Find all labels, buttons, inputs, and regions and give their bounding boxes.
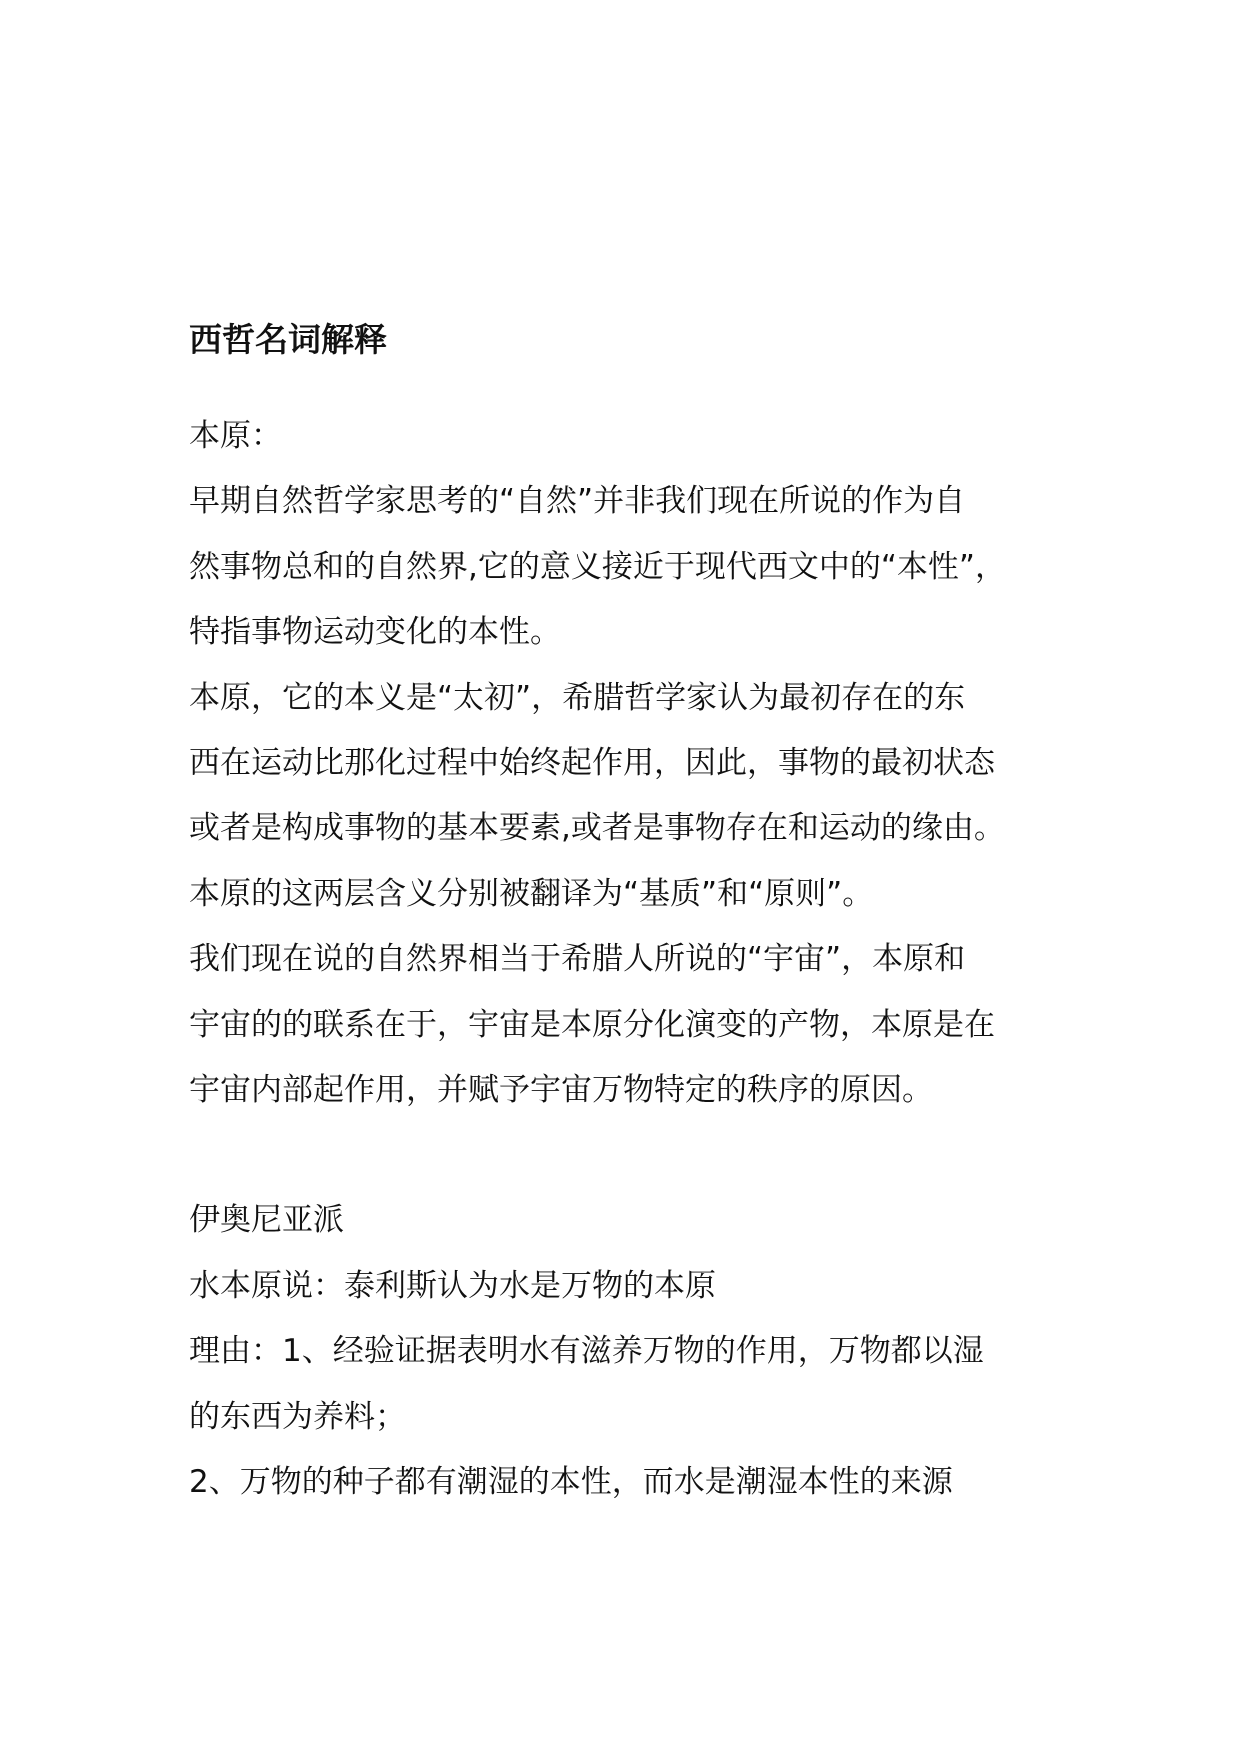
section-gap — [189, 1123, 1089, 1188]
paragraph-line: 的东西为养料； — [189, 1398, 406, 1435]
paragraph-line: 西在运动比那化过程中始终起作用，因此，事物的最初状态 — [189, 745, 995, 782]
paragraph-line: 水本原说：泰利斯认为水是万物的本原 — [189, 1267, 716, 1304]
paragraph-line: 早期自然哲学家思考的“自然”并非我们现在所说的作为自 — [189, 483, 966, 520]
paragraph-line: 本原，它的本义是“太初”，希腊哲学家认为最初存在的东 — [189, 679, 966, 716]
paragraph-line: 然事物总和的自然界,它的意义接近于现代西文中的“本性”， — [189, 548, 1006, 585]
paragraph-line: 本原的这两层含义分别被翻译为“基质”和“原则”。 — [189, 875, 874, 912]
paragraph-line: 宇宙的的联系在于，宇宙是本原分化演变的产物，本原是在 — [189, 1006, 995, 1043]
paragraph-line: 理由：1、经验证据表明水有滋养万物的作用，万物都以湿 — [189, 1333, 984, 1370]
paragraph-line: 宇宙内部起作用，并赋予宇宙万物特定的秩序的原因。 — [189, 1072, 933, 1109]
paragraph-line: 或者是构成事物的基本要素,或者是事物存在和运动的缘由。 — [189, 810, 1005, 847]
paragraph-line: 特指事物运动变化的本性。 — [189, 614, 561, 651]
section-heading: 伊奥尼亚派 — [189, 1202, 344, 1239]
document-title: 西哲名词解释 — [189, 320, 387, 359]
document-body — [189, 318, 1089, 1516]
paragraph-line: 2、万物的种子都有潮湿的本性，而水是潮湿本性的来源 — [189, 1464, 953, 1501]
paragraph-line: 我们现在说的自然界相当于希腊人所说的“宇宙”，本原和 — [189, 941, 966, 978]
paragraph-line: 本原： — [189, 418, 282, 454]
